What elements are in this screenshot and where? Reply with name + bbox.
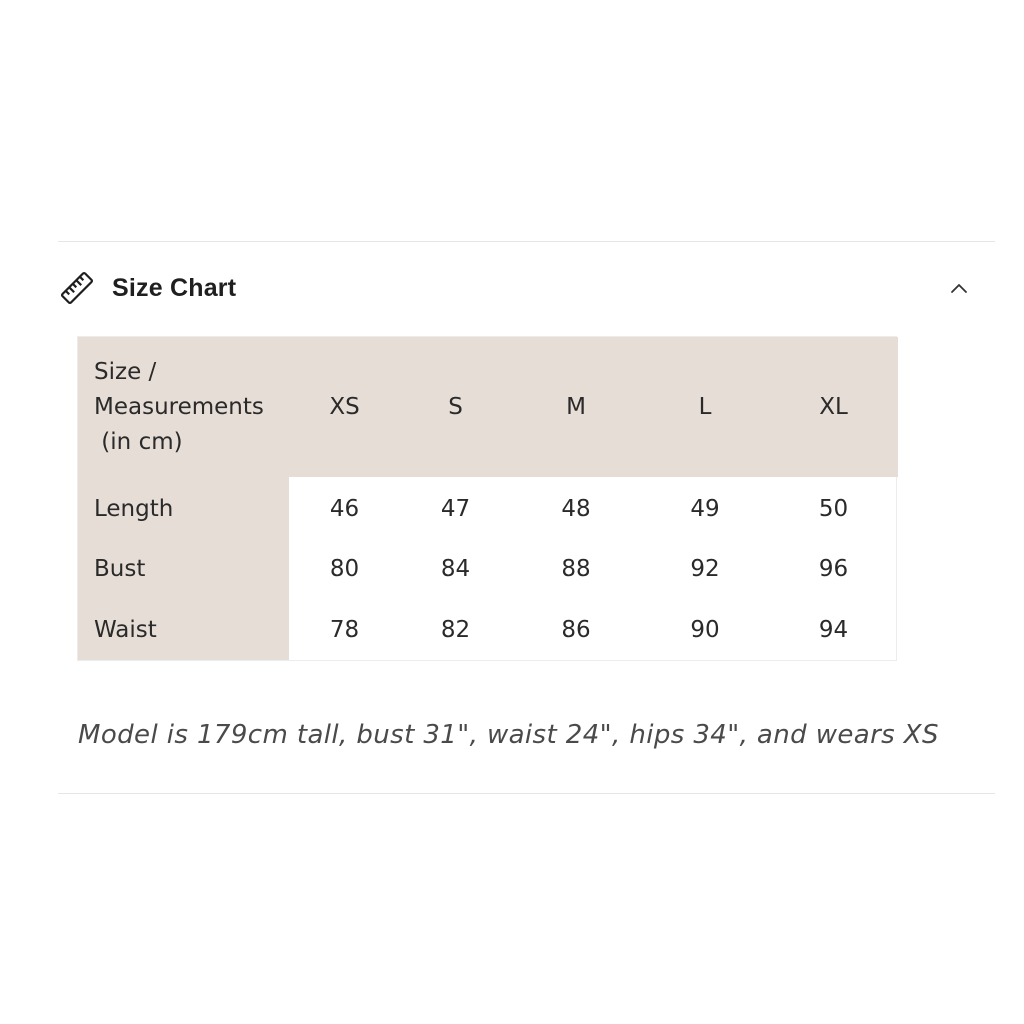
corner-line: Measurements — [94, 393, 264, 420]
size-header: XL — [769, 337, 898, 477]
table-cell: 49 — [690, 496, 720, 523]
model-size-note: Model is 179cm tall, bust 31", waist 24", hips 34", and wears XS — [78, 720, 939, 750]
section-divider-bottom — [58, 793, 995, 794]
accordion-title: Size Chart — [112, 273, 237, 302]
size-header: L — [641, 337, 769, 477]
corner-line: (in cm) — [94, 428, 183, 455]
table-corner-header — [78, 337, 289, 477]
table-cell: 84 — [440, 556, 471, 583]
ruler-icon — [58, 269, 96, 307]
row-label: Waist — [78, 600, 289, 660]
table-cell: 78 — [329, 616, 360, 643]
table-cell: 48 — [561, 496, 591, 523]
table-header-row — [78, 337, 898, 477]
table-row — [78, 600, 898, 660]
table-cell: 80 — [329, 556, 360, 583]
table-cell: 92 — [690, 556, 720, 583]
size-chart-accordion-toggle[interactable] — [58, 262, 995, 314]
size-header: S — [400, 337, 511, 477]
table-cell: 96 — [818, 556, 849, 583]
table-cell: 88 — [561, 556, 591, 583]
chevron-up-icon[interactable] — [949, 278, 969, 298]
table-cell: 94 — [818, 616, 849, 643]
table-cell: 86 — [561, 616, 591, 643]
table-cell: 50 — [818, 496, 849, 523]
table-cell: 90 — [690, 616, 720, 643]
table-cell: 82 — [440, 616, 471, 643]
row-label: Length — [78, 477, 289, 539]
corner-line: Size / — [94, 358, 157, 385]
table-row — [78, 539, 898, 599]
size-header: M — [511, 337, 641, 477]
section-divider-top — [58, 241, 995, 242]
table-row — [78, 477, 898, 539]
table-cell: 47 — [440, 496, 471, 523]
table-cell: 46 — [329, 496, 360, 523]
row-label: Bust — [78, 539, 289, 599]
size-header: XS — [289, 337, 400, 477]
size-chart-table — [77, 336, 897, 661]
